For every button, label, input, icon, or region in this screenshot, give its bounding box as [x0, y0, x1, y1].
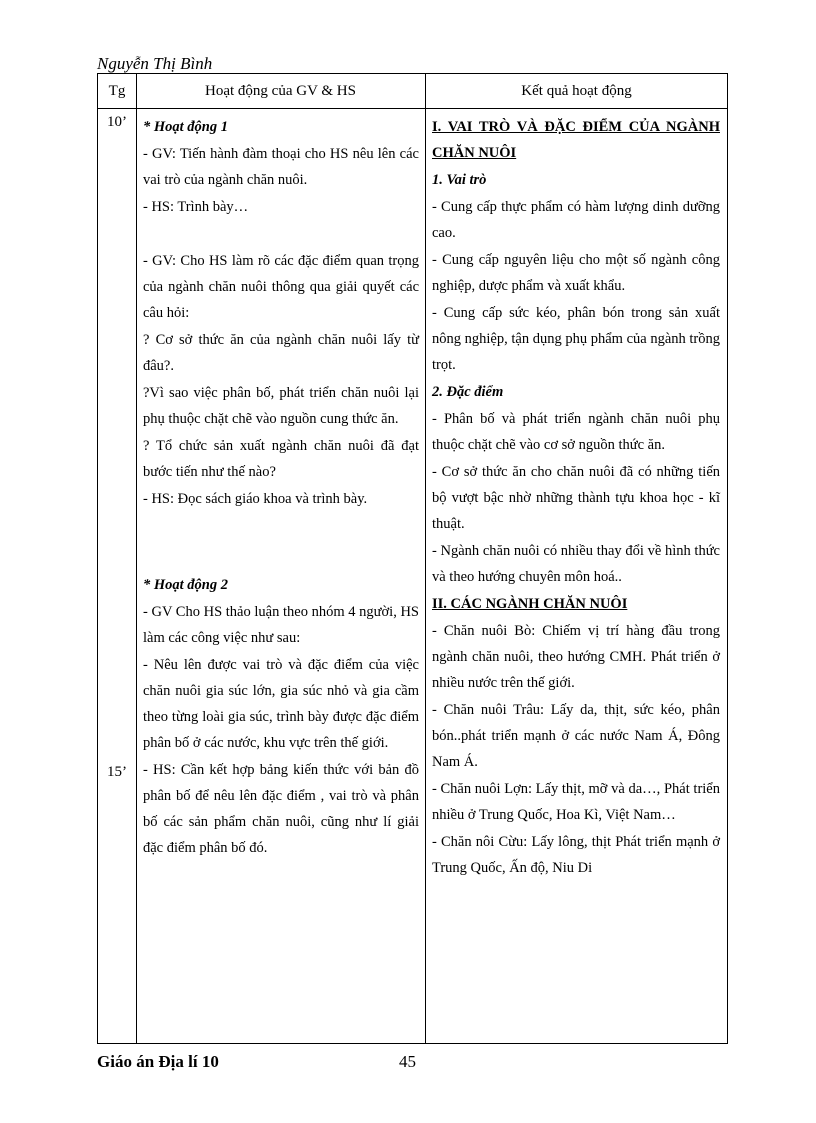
time-slot-1: 10’ [107, 114, 127, 130]
author-name: Nguyễn Thị Bình [97, 54, 213, 73]
activity-item: - GV: Cho HS làm rõ các đặc điểm quan trọng của ngành chăn nuôi thông qua giải quyết các câu hỏi: [143, 253, 419, 321]
column-divider [136, 74, 137, 1043]
result-item: - Cung cấp sức kéo, phân bón trong sản xuất nông nghiệp, tận dụng phụ phẩm của ngành trồng trọt. [432, 305, 720, 373]
result-item: - Chăn nôi Cừu: Lấy lông, thịt Phát triển mạnh ở Trung Quốc, Ấn độ, Niu Di [432, 834, 720, 876]
result-item: - Chăn nuôi Lợn: Lấy thịt, mỡ và da…, Phát triển nhiều ở Trung Quốc, Hoa Kì, Việt Nam… [432, 781, 720, 823]
result-item: - Phân bố và phát triển ngành chăn nuôi phụ thuộc chặt chẽ vào cơ sở nguồn thức ăn. [432, 411, 720, 453]
result-item: - Ngành chăn nuôi có nhiều thay đổi về hình thức và theo hướng chuyên môn hoá.. [432, 543, 720, 585]
header-result: Kết quả hoạt động [521, 83, 632, 99]
activity-item: - GV Cho HS thảo luận theo nhóm 4 người, HS làm các công việc như sau: [143, 604, 419, 646]
column-divider [425, 74, 426, 1043]
activity-item: - HS: Cần kết hợp bảng kiến thức với bản đồ phân bố để nêu lên đặc điểm , vai trò và phân bố các sản phẩm chăn nuôi, cũng như lí giải đặc điểm phân bố đó. [143, 762, 419, 856]
page-number: 45 [399, 1052, 416, 1071]
result-item: - Cơ sở thức ăn cho chăn nuôi đã có những tiến bộ vượt bậc nhờ những thành tựu khoa học - kĩ thuật. [432, 464, 720, 532]
activity-heading: * Hoạt động 1 [143, 119, 228, 135]
time-slot-2: 15’ [107, 764, 127, 780]
activity-heading: * Hoạt động 2 [143, 577, 228, 593]
result-item: - Cung cấp thực phẩm có hàm lượng dinh dưỡng cao. [432, 199, 720, 241]
result-section-heading: I. VAI TRÒ VÀ ĐẶC ĐIỂM CỦA NGÀNH CHĂN NUÔI [432, 119, 720, 161]
header-tg: Tg [108, 83, 126, 99]
header-divider [98, 108, 727, 109]
footer-title: Giáo án Địa lí 10 [97, 1052, 219, 1071]
activity-item: - HS: Trình bày… [143, 199, 249, 215]
result-subheading: 2. Đặc điểm [432, 384, 504, 400]
result-section-heading: II. CÁC NGÀNH CHĂN NUÔI [432, 596, 628, 612]
activity-item: ? Tổ chức sản xuất ngành chăn nuôi đã đạt bước tiến như thế nào? [143, 438, 419, 480]
result-item: - Chăn nuôi Trâu: Lấy da, thịt, sức kéo, phân bón..phát triển mạnh ở các nước Nam Á, Đông Nam Á. [432, 702, 720, 770]
lesson-table [97, 73, 728, 1044]
activity-item: ? Cơ sở thức ăn của ngành chăn nuôi lấy từ đâu?. [143, 332, 419, 374]
activity-item: ?Vì sao việc phân bố, phát triển chăn nuôi lại phụ thuộc chặt chẽ vào nguồn cung thức ăn. [143, 385, 419, 427]
activity-item: - HS: Đọc sách giáo khoa và trình bày. [143, 491, 368, 507]
header-activity: Hoạt động của GV & HS [205, 83, 356, 99]
result-item: - Cung cấp nguyên liệu cho một số ngành công nghiệp, dược phẩm và xuất khẩu. [432, 252, 720, 294]
result-column [432, 114, 720, 882]
result-item: - Chăn nuôi Bò: Chiếm vị trí hàng đầu trong ngành chăn nuôi, theo hướng CMH. Phát triển ở nhiều nước trên thế giới. [432, 623, 720, 691]
activity-item: - Nêu lên được vai trò và đặc điểm của việc chăn nuôi gia súc lớn, gia súc nhỏ và gia cầm theo từng loài gia súc, trình bày được đặc điểm phân bố ở các nước, khu vực trên thế giới. [143, 657, 419, 751]
result-subheading: 1. Vai trò [432, 172, 487, 188]
activity-column [143, 114, 419, 862]
activity-item: - GV: Tiến hành đàm thoại cho HS nêu lên các vai trò của ngành chăn nuôi. [143, 146, 419, 188]
